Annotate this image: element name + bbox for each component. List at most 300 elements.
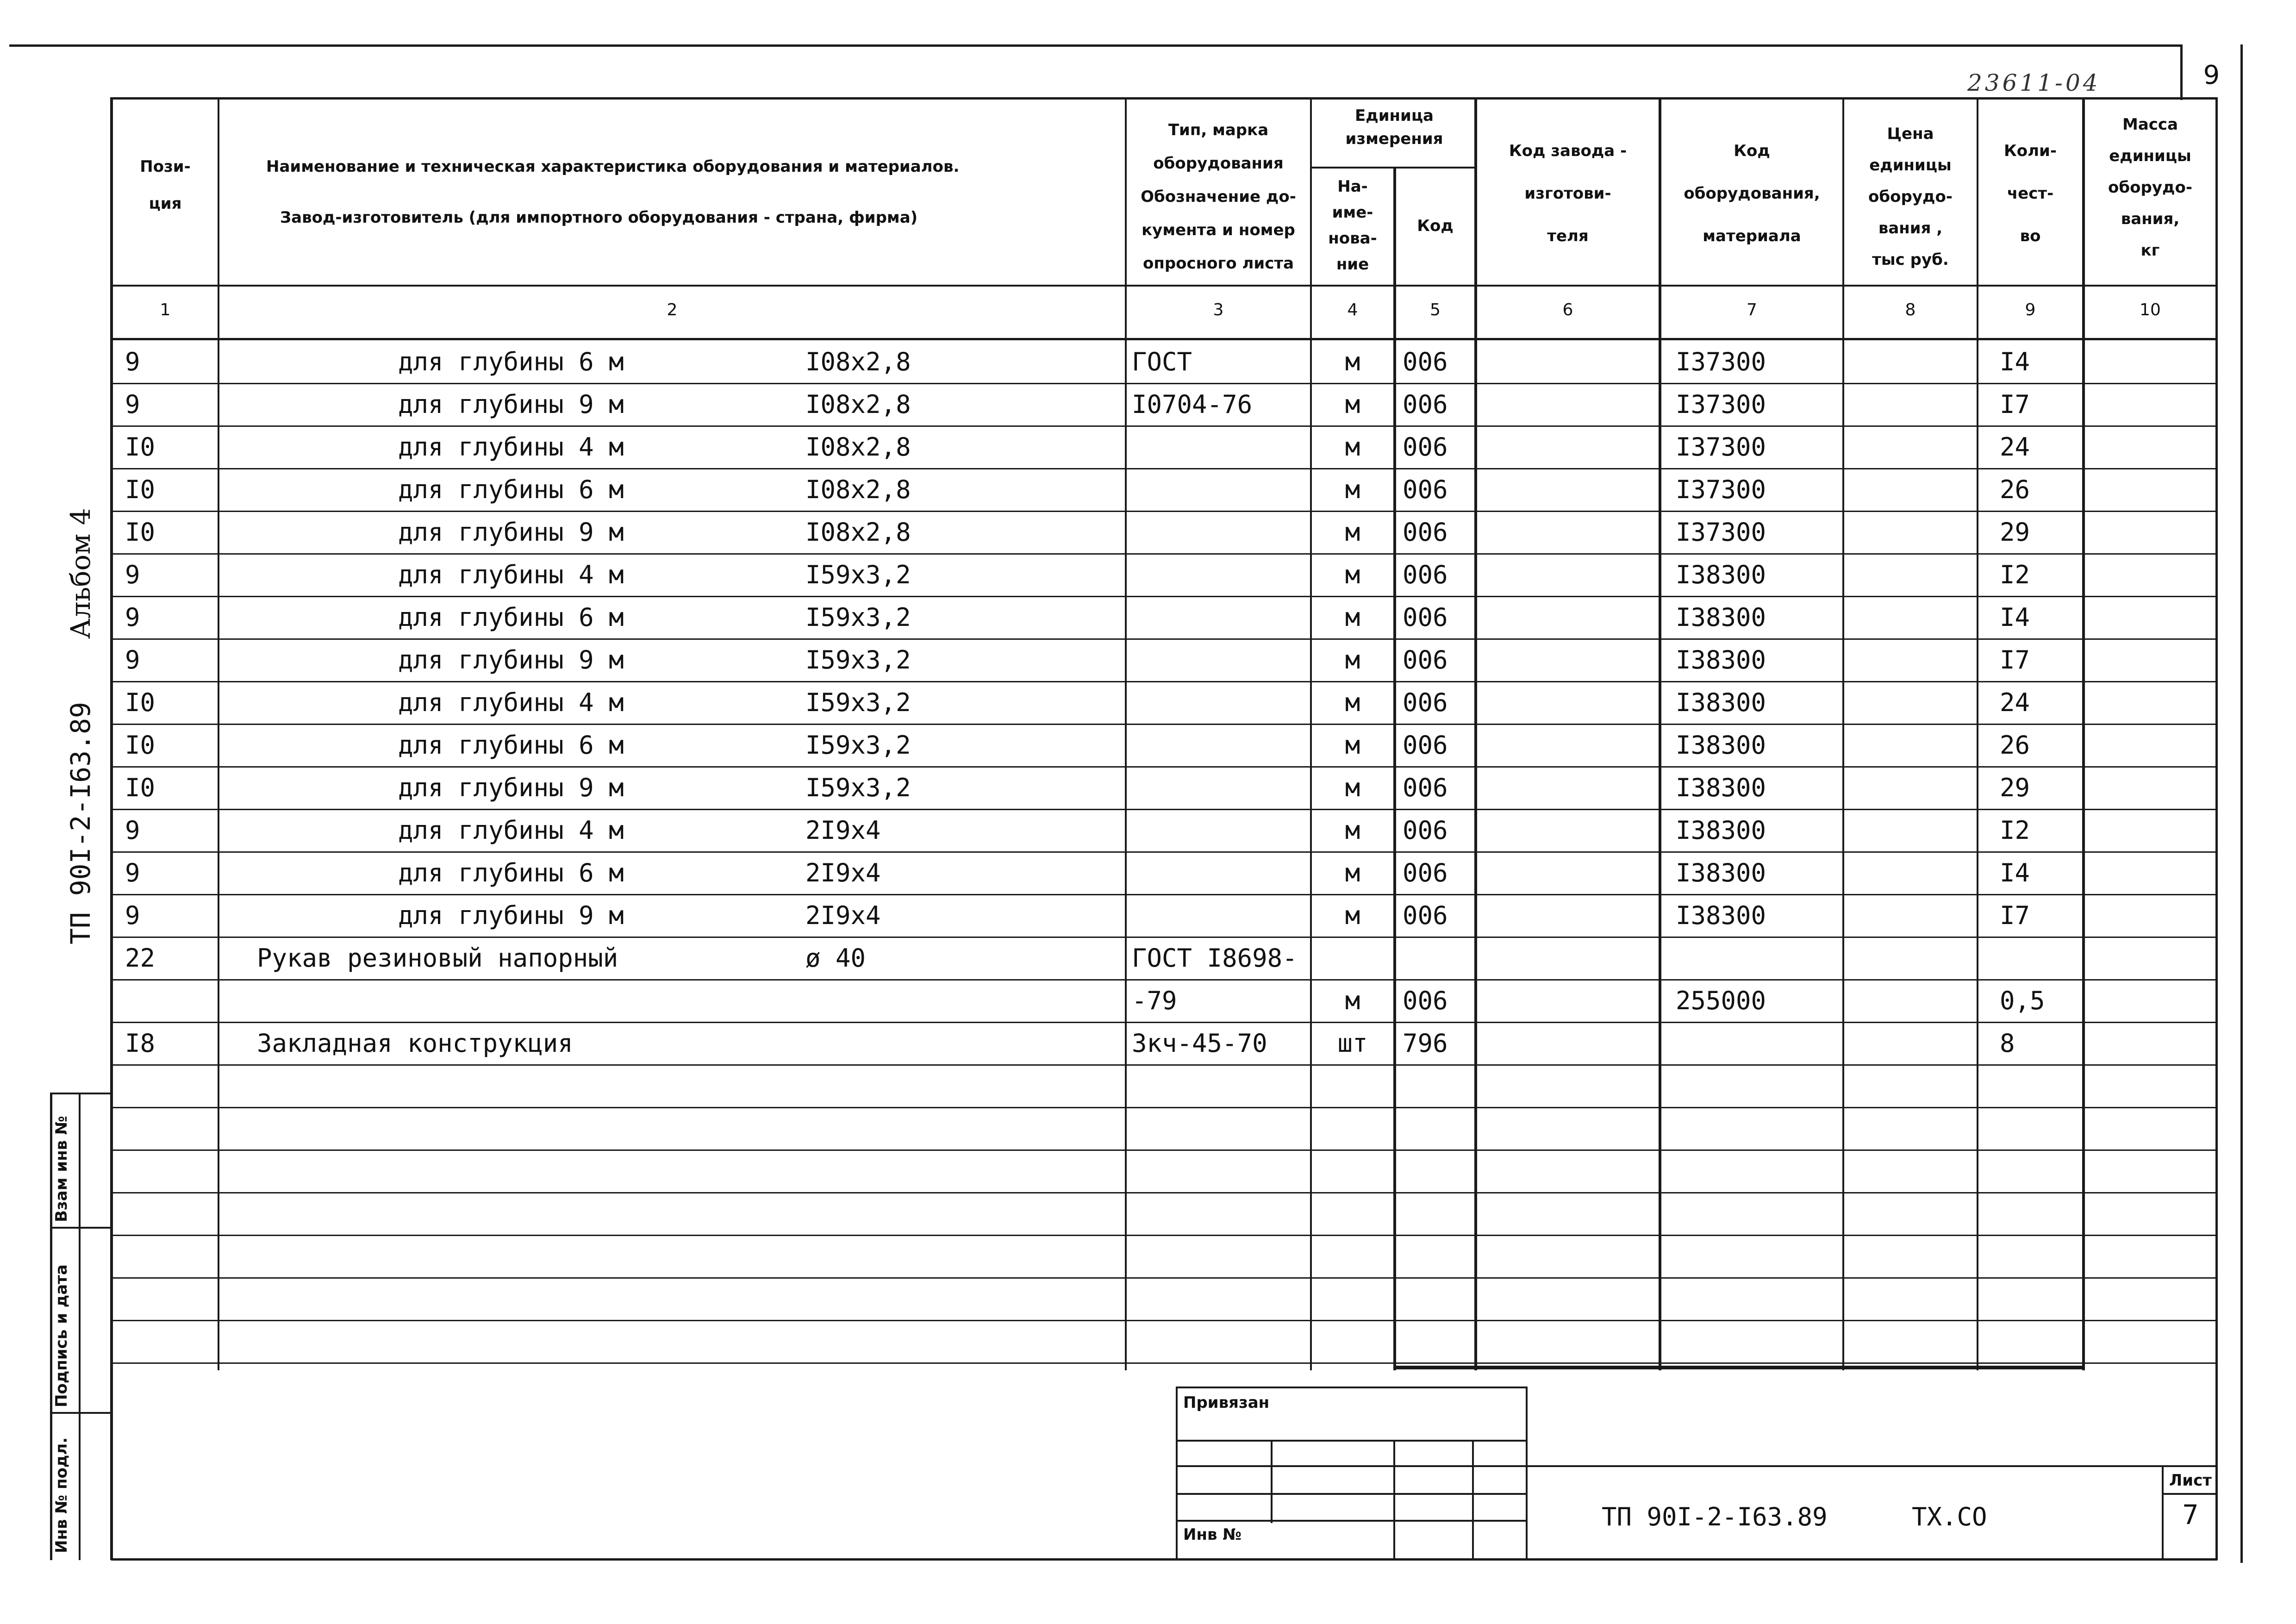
cell-name: [278, 1193, 787, 1235]
cell-type: ГОСТ: [1132, 347, 1192, 376]
cell-name: для глубины 4 м: [398, 688, 624, 717]
hdr-col1: Пози- ция: [140, 157, 191, 213]
cell-qty: I4: [2000, 347, 2030, 376]
cell-size: I08х2,8: [805, 432, 911, 462]
cell-name: для глубины 9 м: [398, 518, 624, 547]
cell-type: [1132, 1321, 1310, 1362]
cell-size: I08х2,8: [805, 475, 911, 504]
cell-mass: [2085, 469, 2215, 511]
cell-unit: [1312, 1065, 1393, 1107]
cell-qty: [2000, 937, 2082, 979]
cell-qty: I4: [2000, 858, 2030, 887]
cell-price: [1844, 341, 1977, 383]
cell-mass: [2085, 512, 2215, 553]
cell-size: [805, 1236, 1120, 1277]
cell-factory: [1477, 1236, 1659, 1277]
cell-code: 006: [1403, 347, 1448, 376]
stamp-box-right: [1526, 1387, 1528, 1560]
cell-mass: [2085, 937, 2215, 979]
cell-code: [1403, 1321, 1474, 1362]
cell-pos: [125, 1065, 218, 1107]
cell-pos: I0: [125, 731, 156, 760]
cell-unit: м: [1345, 603, 1360, 632]
cell-mass: [2085, 639, 2215, 681]
cell-price: [1844, 767, 1977, 809]
hdr-col4: На- име- нова- ние: [1328, 177, 1377, 274]
cell-mat: I38300: [1676, 858, 1766, 887]
cell-pos: 9: [125, 816, 140, 845]
cell-mass: [2085, 767, 2215, 809]
cell-size: [805, 1108, 1120, 1149]
cell-type: [1132, 554, 1310, 596]
cell-factory: [1477, 767, 1659, 809]
cell-code: 006: [1403, 390, 1448, 419]
hdr-col5: Код: [1417, 217, 1454, 235]
stamp-line-3: [1176, 1493, 1528, 1495]
replace-inv-label: Взам инв №: [52, 1116, 71, 1222]
cell-unit: шт: [1337, 1029, 1368, 1058]
cell-factory: [1477, 469, 1659, 511]
cell-code: [1403, 1108, 1474, 1149]
cell-code: 006: [1403, 731, 1448, 760]
cell-size: [805, 1150, 1120, 1192]
hdr-col9: Коли- чест- во: [2004, 142, 2057, 245]
cell-mat: I37300: [1676, 432, 1766, 462]
cell-factory: [1477, 1321, 1659, 1362]
cell-mat: I37300: [1676, 475, 1766, 504]
cell-name: для глубины 6 м: [398, 475, 624, 504]
cell-factory: [1477, 852, 1659, 894]
cell-qty: 29: [2000, 773, 2030, 802]
cell-factory: [1477, 1108, 1659, 1149]
cell-qty: I2: [2000, 816, 2030, 845]
hdr-col6: Код завода - изготови- теля: [1509, 142, 1627, 245]
cell-qty: 0,5: [2000, 986, 2045, 1015]
cell-type: [1132, 639, 1310, 681]
cell-code: 796: [1403, 1029, 1448, 1058]
cell-name: для глубины 6 м: [398, 603, 624, 632]
cell-mat: [1676, 1108, 1842, 1149]
cell-type: [1132, 810, 1310, 851]
cell-name: для глубины 4 м: [398, 816, 624, 845]
cell-size: 2I9х4: [805, 858, 881, 887]
cell-pos: [125, 1150, 218, 1192]
stamp-sheet-label: Лист: [2169, 1471, 2212, 1490]
cell-mat: I37300: [1676, 390, 1766, 419]
side-strip-top: [50, 1093, 111, 1094]
cell-mass: [2085, 1278, 2215, 1320]
cell-name: [278, 1236, 787, 1277]
cell-factory: [1477, 1278, 1659, 1320]
cell-name: [278, 1278, 787, 1320]
cell-code: 006: [1403, 432, 1448, 462]
cell-unit: м: [1345, 773, 1360, 802]
cell-unit: м: [1345, 986, 1360, 1015]
cell-unit: м: [1345, 518, 1360, 547]
cell-pos: [125, 1278, 218, 1320]
cell-qty: 24: [2000, 432, 2030, 462]
cell-price: [1844, 937, 1977, 979]
cell-mat: [1676, 1321, 1842, 1362]
cell-type: [1132, 725, 1310, 766]
cell-pos: I0: [125, 518, 156, 547]
cell-price: [1844, 1236, 1977, 1277]
cell-pos: 9: [125, 347, 140, 376]
cell-unit: [1312, 1278, 1393, 1320]
cell-pos: 9: [125, 901, 140, 930]
cell-price: [1844, 852, 1977, 894]
cell-name: для глубины 6 м: [398, 858, 624, 887]
cell-pos: I0: [125, 432, 156, 462]
cell-pos: 9: [125, 858, 140, 887]
colnum-9: 9: [2025, 300, 2036, 319]
cell-qty: I7: [2000, 390, 2030, 419]
cell-pos: 9: [125, 390, 140, 419]
cell-name: [278, 1150, 787, 1192]
cell-price: [1844, 554, 1977, 596]
cell-name: Рукав резиновый напорный: [257, 943, 618, 973]
cell-code: 006: [1403, 645, 1448, 675]
cell-qty: [2000, 1321, 2082, 1362]
cell-type: ГОСТ I8698-: [1132, 943, 1298, 973]
cell-qty: 24: [2000, 688, 2030, 717]
cell-unit: [1312, 1150, 1393, 1192]
cell-name: для глубины 6 м: [398, 731, 624, 760]
cell-size: 2I9х4: [805, 901, 881, 930]
cell-price: [1844, 725, 1977, 766]
cell-type: [1132, 426, 1310, 468]
cell-mass: [2085, 384, 2215, 425]
cell-size: I08х2,8: [805, 390, 911, 419]
cell-qty: I7: [2000, 645, 2030, 675]
stamp-vline-1: [1271, 1440, 1273, 1523]
cell-name: [278, 1321, 787, 1362]
cell-unit: м: [1345, 645, 1360, 675]
cell-mass: [2085, 1108, 2215, 1149]
cell-name: Закладная конструкция: [257, 1029, 573, 1058]
cell-price: [1844, 1193, 1977, 1235]
cell-name: для глубины 9 м: [398, 901, 624, 930]
cell-unit: м: [1345, 816, 1360, 845]
cell-code: [1403, 1150, 1474, 1192]
cell-qty: [2000, 1236, 2082, 1277]
colnum-6: 6: [1562, 300, 1573, 319]
cell-size: [805, 1193, 1120, 1235]
cell-type: [1132, 597, 1310, 638]
cell-unit: [1312, 1193, 1393, 1235]
row-separator: [113, 1362, 2215, 1364]
hdr-col3: Тип, марка оборудования Обозначение до- кумента и номер опросного листа: [1141, 121, 1296, 273]
stamp-bound-label: Привязан: [1183, 1393, 1270, 1412]
cell-pos: 9: [125, 603, 140, 632]
cell-price: [1844, 895, 1977, 937]
cell-mat: [1676, 1150, 1842, 1192]
body-thick-bottom: [1393, 1366, 2085, 1369]
cell-qty: 8: [2000, 1029, 2015, 1058]
cell-size: I08х2,8: [805, 347, 911, 376]
project-code-vertical: ТП 90I-2-I63.89: [65, 702, 96, 944]
cell-pos: [125, 1321, 218, 1362]
cell-price: [1844, 512, 1977, 553]
cell-code: [1403, 1193, 1474, 1235]
cell-price: [1844, 1150, 1977, 1192]
cell-price: [1844, 469, 1977, 511]
stamp-inv-label: Инв №: [1183, 1525, 1242, 1544]
cell-qty: I4: [2000, 603, 2030, 632]
side-strip-sep2: [50, 1412, 111, 1414]
cell-price: [1844, 1023, 1977, 1064]
cell-pos: I0: [125, 688, 156, 717]
cell-code: 006: [1403, 560, 1448, 589]
cell-type: -79: [1132, 986, 1177, 1015]
cell-pos: 9: [125, 560, 140, 589]
cell-size: I59х3,2: [805, 688, 911, 717]
corner-box-right: [2240, 44, 2243, 1563]
cell-factory: [1477, 426, 1659, 468]
colnum-10: 10: [2140, 300, 2161, 319]
cell-type: [1132, 1193, 1310, 1235]
cell-mass: [2085, 725, 2215, 766]
cell-mass: [2085, 1150, 2215, 1192]
cell-pos: [125, 1193, 218, 1235]
cell-size: I08х2,8: [805, 518, 911, 547]
cell-unit: м: [1345, 688, 1360, 717]
cell-factory: [1477, 895, 1659, 937]
cell-factory: [1477, 682, 1659, 724]
colnum-5: 5: [1430, 300, 1441, 319]
cell-size: I59х3,2: [805, 773, 911, 802]
cell-price: [1844, 1065, 1977, 1107]
cell-mat: I38300: [1676, 901, 1766, 930]
cell-name: для глубины 4 м: [398, 560, 624, 589]
cell-type: [1132, 682, 1310, 724]
cell-code: 006: [1403, 901, 1448, 930]
table-right-border: [2215, 97, 2218, 1560]
cell-size: [805, 1278, 1120, 1320]
cell-name: для глубины 9 м: [398, 645, 624, 675]
cell-mass: [2085, 810, 2215, 851]
cell-qty: I7: [2000, 901, 2030, 930]
hdr-col10: Масса единицы оборудо- вания, кг: [2108, 115, 2192, 260]
cell-code: 006: [1403, 518, 1448, 547]
cell-mat: I38300: [1676, 731, 1766, 760]
cell-unit: [1312, 1321, 1393, 1362]
cell-price: [1844, 597, 1977, 638]
cell-code: 006: [1403, 688, 1448, 717]
cell-qty: 29: [2000, 518, 2030, 547]
cell-unit: [1312, 1236, 1393, 1277]
cell-mass: [2085, 1023, 2215, 1064]
cell-unit: м: [1345, 901, 1360, 930]
cell-mat: [1676, 937, 1842, 979]
cell-pos: [125, 980, 218, 1022]
cell-mass: [2085, 1193, 2215, 1235]
cell-pos: 22: [125, 943, 156, 973]
cell-qty: [2000, 1150, 2082, 1192]
cell-type: [1132, 1278, 1310, 1320]
cell-mat: I37300: [1676, 518, 1766, 547]
cell-type: [1132, 895, 1310, 937]
cell-factory: [1477, 512, 1659, 553]
col-line-1: [218, 97, 219, 1370]
cell-factory: [1477, 597, 1659, 638]
top-margin-line: [9, 44, 2180, 47]
cell-mat: I38300: [1676, 560, 1766, 589]
cell-mass: [2085, 1321, 2215, 1362]
cell-unit: м: [1345, 390, 1360, 419]
cell-mat: I38300: [1676, 816, 1766, 845]
cell-type: I0704-76: [1132, 390, 1253, 419]
cell-mat: [1676, 1193, 1842, 1235]
cell-mat: 255000: [1676, 986, 1766, 1015]
cell-type: [1132, 1108, 1310, 1149]
cell-mat: I38300: [1676, 645, 1766, 675]
cell-mass: [2085, 554, 2215, 596]
colnum-7: 7: [1747, 300, 1757, 319]
stamp-doc-code: ТХ.СО: [1912, 1502, 1987, 1531]
cell-mat: [1676, 1236, 1842, 1277]
cell-mat: [1676, 1065, 1842, 1107]
side-strip-mid: [79, 1093, 81, 1560]
cell-size: [805, 1023, 1120, 1064]
cell-price: [1844, 384, 1977, 425]
cell-code: 006: [1403, 816, 1448, 845]
cell-price: [1844, 639, 1977, 681]
cell-size: I59х3,2: [805, 603, 911, 632]
cell-code: [1403, 937, 1474, 979]
cell-name: для глубины 4 м: [398, 432, 624, 462]
cell-pos: 9: [125, 645, 140, 675]
stamp-vline-2: [1393, 1440, 1395, 1560]
cell-unit: [1312, 937, 1393, 979]
cell-factory: [1477, 980, 1659, 1022]
sheet-box-split: [2162, 1493, 2217, 1495]
cell-mass: [2085, 597, 2215, 638]
cell-unit: м: [1345, 560, 1360, 589]
cell-type: [1132, 1065, 1310, 1107]
table-bottom-border: [111, 1558, 2217, 1561]
cell-mass: [2085, 980, 2215, 1022]
cell-factory: [1477, 639, 1659, 681]
cell-price: [1844, 426, 1977, 468]
cell-unit: м: [1345, 432, 1360, 462]
cell-price: [1844, 1278, 1977, 1320]
cell-factory: [1477, 1065, 1659, 1107]
header-bottom-line: [111, 285, 2217, 287]
cell-code: [1403, 1278, 1474, 1320]
stamp-line-1: [1176, 1440, 1528, 1442]
album-label: Альбом 4: [65, 508, 96, 639]
cell-factory: [1477, 725, 1659, 766]
cell-price: [1844, 682, 1977, 724]
cell-factory: [1477, 810, 1659, 851]
cell-mat: I37300: [1676, 347, 1766, 376]
cell-qty: 26: [2000, 731, 2030, 760]
cell-mass: [2085, 895, 2215, 937]
cell-type: [1132, 767, 1310, 809]
cell-name: [278, 1065, 787, 1107]
stamp-line-4: [1176, 1520, 1528, 1522]
hdr-col2: Наименование и техническая характеристика оборудования и материалов. Завод-изготовитель (для импортного оборудования - страна, фирма): [266, 157, 960, 227]
stamp-vline-3: [1472, 1440, 1474, 1560]
cell-code: 006: [1403, 475, 1448, 504]
col-line-6: [1659, 97, 1661, 1370]
cell-size: 2I9х4: [805, 816, 881, 845]
cell-type: [1132, 1150, 1310, 1192]
hdr-col7: Код оборудования, материала: [1684, 142, 1820, 245]
colnum-bottom-line: [111, 338, 2217, 340]
cell-mass: [2085, 341, 2215, 383]
cell-size: ø 40: [805, 943, 866, 973]
cell-size: [805, 1065, 1120, 1107]
cell-unit: м: [1345, 731, 1360, 760]
cell-size: [805, 1321, 1120, 1362]
colnum-1: 1: [160, 300, 171, 319]
cell-qty: 26: [2000, 475, 2030, 504]
table-top-border: [111, 97, 2217, 100]
cell-code: 006: [1403, 773, 1448, 802]
hdr-col8: Цена единицы оборудо- вания , тыс руб.: [1868, 125, 1953, 269]
signature-date-label: Подпись и дата: [52, 1264, 71, 1407]
cell-pos: [125, 1236, 218, 1277]
cell-factory: [1477, 554, 1659, 596]
cell-factory: [1477, 1150, 1659, 1192]
side-strip-sep1: [50, 1227, 111, 1229]
cell-unit: [1312, 1108, 1393, 1149]
cell-qty: [2000, 1108, 2082, 1149]
cell-type: [1132, 469, 1310, 511]
handwritten-note: 23611-04: [1967, 69, 2101, 96]
cell-price: [1844, 1321, 1977, 1362]
cell-price: [1844, 810, 1977, 851]
cell-code: 006: [1403, 603, 1448, 632]
colnum-2: 2: [667, 300, 678, 319]
cell-mass: [2085, 426, 2215, 468]
cell-qty: [2000, 1065, 2082, 1107]
cell-code: 006: [1403, 858, 1448, 887]
stamp-sheet-number: 7: [2182, 1499, 2199, 1530]
cell-mass: [2085, 682, 2215, 724]
cell-pos: I0: [125, 773, 156, 802]
cell-pos: [125, 1108, 218, 1149]
col-line-8: [1977, 97, 1978, 1370]
stamp-line-2: [1176, 1465, 2217, 1467]
cell-name: [278, 1108, 787, 1149]
hdr-unit-group: Единица измерения: [1345, 106, 1443, 148]
cell-name: для глубины 6 м: [398, 347, 624, 376]
colnum-4: 4: [1347, 300, 1358, 319]
cell-mat: I38300: [1676, 773, 1766, 802]
cell-unit: м: [1345, 475, 1360, 504]
inv-orig-label: Инв № подл.: [52, 1437, 71, 1553]
cell-type: [1132, 852, 1310, 894]
cell-factory: [1477, 937, 1659, 979]
cell-type: 3кч-45-70: [1132, 1029, 1267, 1058]
cell-mat: I38300: [1676, 603, 1766, 632]
cell-mass: [2085, 1065, 2215, 1107]
col-line-4: [1393, 167, 1396, 1370]
cell-mat: I38300: [1676, 688, 1766, 717]
cell-mat: [1676, 1278, 1842, 1320]
cell-mass: [2085, 852, 2215, 894]
cell-pos: I8: [125, 1029, 156, 1058]
cell-qty: [2000, 1278, 2082, 1320]
cell-size: I59х3,2: [805, 560, 911, 589]
cell-qty: [2000, 1193, 2082, 1235]
cell-factory: [1477, 384, 1659, 425]
cell-mat: [1676, 1023, 1842, 1064]
cell-name: [278, 980, 787, 1022]
